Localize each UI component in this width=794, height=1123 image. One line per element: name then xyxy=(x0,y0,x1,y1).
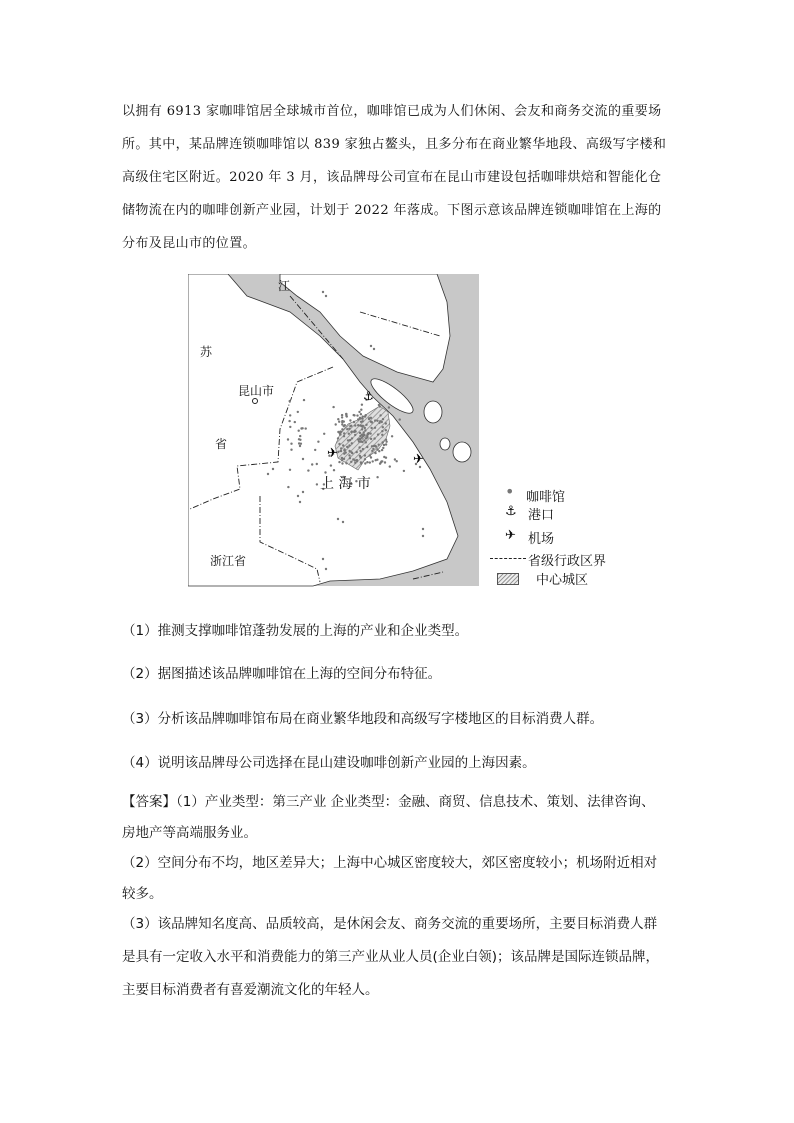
cafe-dot xyxy=(376,476,378,478)
cafe-dot xyxy=(375,459,377,461)
intro-line: 高级住宅区附近。2020 年 3 月，该品牌母公司宣布在昆山市建设包括咖啡烘焙和智能化仓 xyxy=(122,170,662,185)
cafe-dot xyxy=(299,435,301,437)
cafe-dot xyxy=(385,422,387,424)
cafe-dot xyxy=(348,428,350,430)
cafe-dot xyxy=(317,441,319,443)
cafe-dot xyxy=(349,425,351,427)
cafe-dot xyxy=(359,432,361,434)
cafe-dot xyxy=(311,463,313,465)
cafe-dot xyxy=(360,413,362,415)
cafe-dot xyxy=(364,462,366,464)
cafe-dot xyxy=(373,445,375,447)
cafe-dot xyxy=(300,427,302,429)
cafe-dot xyxy=(341,416,343,418)
cafe-dot xyxy=(378,450,380,452)
cafe-dot xyxy=(368,418,370,420)
cafe-dot xyxy=(305,427,307,429)
cafe-dot xyxy=(366,446,368,448)
cafe-dot xyxy=(299,445,301,447)
label-su: 苏 xyxy=(200,345,213,359)
cafe-dot xyxy=(403,470,405,472)
cafe-dot xyxy=(370,427,372,429)
cafe-dot xyxy=(353,414,355,416)
cafe-dot xyxy=(361,425,363,427)
cafe-dot xyxy=(348,444,350,446)
cafe-dot xyxy=(380,460,382,462)
cafe-dot xyxy=(358,446,360,448)
kunshan-marker xyxy=(253,399,258,404)
cafe-dot xyxy=(356,459,358,461)
cafe-dot xyxy=(316,483,318,485)
cafe-dot xyxy=(343,448,345,450)
label-shanghai: 上 海 市 xyxy=(320,476,371,492)
label-zhejiang: 浙江省 xyxy=(210,554,247,568)
cafe-dot xyxy=(370,456,372,458)
cafe-dot xyxy=(349,419,351,421)
cafe-dot xyxy=(394,458,396,460)
cafe-dot xyxy=(337,418,339,420)
intro-line: 分布及昆山市的位置。 xyxy=(122,236,257,251)
cafe-dot xyxy=(381,430,383,432)
cafe-dot xyxy=(361,437,363,439)
cafe-dot xyxy=(289,400,291,402)
cafe-dot xyxy=(369,461,371,463)
cafe-dot xyxy=(346,428,348,430)
cafe-dot xyxy=(324,471,326,473)
cafe-dot xyxy=(382,418,384,420)
cafe-dot xyxy=(381,449,383,451)
answer-line: 是具有一定收入水平和消费能力的第三产业从业人员(企业白领)；该品牌是国际连锁品牌， xyxy=(122,949,660,965)
cafe-dot xyxy=(372,448,374,450)
cafe-dot xyxy=(364,427,366,429)
cafe-dot xyxy=(385,429,387,431)
boundary-line-icon xyxy=(490,558,526,559)
intro-paragraph xyxy=(122,95,702,260)
cafe-dot xyxy=(374,419,376,421)
cafe-dot xyxy=(359,450,361,452)
cafe-dot xyxy=(385,457,387,459)
cafe-dot xyxy=(370,438,372,440)
cafe-dot xyxy=(370,345,372,347)
cafe-dot xyxy=(388,406,390,408)
cafe-dot xyxy=(365,441,367,443)
cafe-dot xyxy=(288,420,290,422)
cafe-dot xyxy=(290,443,292,445)
cafe-dot xyxy=(385,439,387,441)
cafe-dot xyxy=(357,424,359,426)
cafe-dot xyxy=(343,435,345,437)
cafe-dot xyxy=(359,417,361,419)
cafe-dot xyxy=(344,424,346,426)
legend-port: 港口 xyxy=(528,508,555,523)
cafe-dot xyxy=(297,411,299,413)
cafe-dot xyxy=(341,459,343,461)
cafe-dot xyxy=(347,439,349,441)
cafe-dot xyxy=(364,429,366,431)
island xyxy=(453,442,471,462)
cafe-dot xyxy=(389,465,391,467)
cafe-dot xyxy=(374,452,376,454)
cafe-dot xyxy=(341,423,343,425)
cafe-dot xyxy=(358,411,360,413)
answer-line: 较多。 xyxy=(122,886,163,902)
cafe-dot xyxy=(322,558,324,560)
airport-icon: ✈ xyxy=(505,528,516,543)
cafe-dot xyxy=(367,432,369,434)
cafe-dot xyxy=(341,457,343,459)
cafe-dot xyxy=(349,439,351,441)
cafe-dot xyxy=(343,458,345,460)
question-1: （1）推测支撑咖啡馆蓬勃发展的上海的产业和企业类型。 xyxy=(122,623,469,639)
cafe-dot xyxy=(354,462,356,464)
label-jiang: 江 xyxy=(278,279,291,293)
cafe-dot xyxy=(360,441,362,443)
port-anchor-icon: ⚓ xyxy=(505,504,517,519)
legend-boundary: 省级行政区界 xyxy=(528,554,607,569)
cafe-dot xyxy=(364,458,366,460)
cafe-dot xyxy=(362,420,364,422)
cafe-dot xyxy=(372,460,374,462)
cafe-dot xyxy=(314,449,316,451)
label-sheng: 省 xyxy=(215,437,228,451)
answer-line: （3）该品牌知名度高、品质较高，是休闲会友、商务交流的重要场所，主要目标消费人群 xyxy=(122,916,658,932)
cafe-dot xyxy=(338,443,340,445)
cafe-dot xyxy=(369,432,371,434)
cafe-dot xyxy=(287,486,289,488)
cafe-dot xyxy=(362,448,364,450)
intro-line: 所。其中，某品牌连锁咖啡馆以 839 家独占鳌头，且多分布在商业繁华地段、高级写字楼和 xyxy=(122,137,667,152)
cafe-dot xyxy=(381,421,383,423)
port-anchor-icon: ⚓ xyxy=(363,389,374,403)
cafe-dot xyxy=(272,468,274,470)
cafe-dot-icon: • xyxy=(505,482,515,501)
label-kunshan: 昆山市 xyxy=(238,384,275,398)
cafe-dot xyxy=(363,434,365,436)
cafe-dot xyxy=(297,495,299,497)
cafe-dot xyxy=(379,463,381,465)
cafe-dot xyxy=(366,461,368,463)
cafe-dot xyxy=(374,427,376,429)
cafe-dot xyxy=(379,405,381,407)
cafe-dot xyxy=(341,414,343,416)
cafe-dot xyxy=(289,414,291,416)
cafe-dot xyxy=(342,444,344,446)
cafe-dot xyxy=(363,431,365,433)
cafe-dot xyxy=(307,469,309,471)
cafe-dot xyxy=(373,348,375,350)
cafe-dot xyxy=(349,457,351,459)
legend-airport: 机场 xyxy=(528,532,555,547)
question-4: （4）说明该品牌母公司选择在昆山建设咖啡创新产业园的上海因素。 xyxy=(122,755,536,771)
cafe-dot xyxy=(354,424,356,426)
intro-line: 储物流在内的咖啡创新产业园，计划于 2022 年落成。下图示意该品牌连锁咖啡馆在上海的 xyxy=(122,203,662,218)
cafe-dot xyxy=(338,421,340,423)
cafe-dot xyxy=(339,430,341,432)
cafe-dot xyxy=(364,415,366,417)
cafe-dot xyxy=(338,461,340,463)
answer-line: 房地产等高端服务业。 xyxy=(122,825,257,841)
cafe-dot xyxy=(381,434,383,436)
cafe-dot xyxy=(376,448,378,450)
answer-line: 【答案】（1）产业类型：第三产业 企业类型：金融、商贸、信息技术、策划、法律咨询、 xyxy=(122,794,655,810)
cafe-dot xyxy=(351,437,353,439)
cafe-dot xyxy=(353,421,355,423)
shanghai-cafe-map xyxy=(188,274,480,587)
cafe-dot xyxy=(298,442,300,444)
cafe-dot xyxy=(382,441,384,443)
cafe-dot xyxy=(287,438,289,440)
cafe-dot xyxy=(323,433,325,435)
cafe-dot xyxy=(360,462,362,464)
legend-center: 中心城区 xyxy=(536,573,589,588)
cafe-dot xyxy=(396,460,398,462)
cafe-dot xyxy=(294,421,296,423)
cafe-dot xyxy=(362,415,364,417)
cafe-dot xyxy=(357,438,359,440)
cafe-dot xyxy=(340,447,342,449)
cafe-dot xyxy=(378,422,380,424)
cafe-dot xyxy=(330,464,332,466)
cafe-dot xyxy=(332,406,334,408)
cafe-dot xyxy=(343,432,345,434)
cafe-dot xyxy=(289,469,291,471)
cafe-dot xyxy=(366,436,368,438)
airport-icon: ✈ xyxy=(413,452,424,467)
cafe-dot xyxy=(341,428,343,430)
cafe-dot xyxy=(361,418,363,420)
cafe-dot xyxy=(267,473,269,475)
answer-block xyxy=(122,786,702,1007)
cafe-dot xyxy=(363,439,365,441)
cafe-dot xyxy=(299,501,301,503)
cafe-dot xyxy=(384,461,386,463)
cafe-dot xyxy=(364,454,366,456)
cafe-dot xyxy=(378,444,380,446)
cafe-dot xyxy=(343,420,345,422)
cafe-dot xyxy=(356,414,358,416)
cafe-dot xyxy=(376,420,378,422)
cafe-dot xyxy=(290,449,292,451)
cafe-dot xyxy=(333,469,335,471)
cafe-dot xyxy=(382,426,384,428)
cafe-dot xyxy=(335,423,337,425)
cafe-dot xyxy=(351,442,353,444)
cafe-dot xyxy=(302,458,304,460)
cafe-dot xyxy=(302,491,304,493)
legend-cafe: 咖啡馆 xyxy=(526,490,566,505)
cafe-dot xyxy=(289,426,291,428)
cafe-dot xyxy=(379,414,381,416)
cafe-dot xyxy=(340,450,342,452)
cafe-dot xyxy=(377,433,379,435)
cafe-dot xyxy=(383,444,385,446)
answer-line: 主要目标消费者有喜爱潮流文化的年轻人。 xyxy=(122,982,379,998)
cafe-dot xyxy=(385,443,387,445)
cafe-dot xyxy=(422,528,424,530)
cafe-dot xyxy=(325,568,327,570)
cafe-dot xyxy=(348,454,350,456)
cafe-dot xyxy=(350,461,352,463)
cafe-dot xyxy=(337,518,339,520)
cafe-dot xyxy=(365,424,367,426)
cafe-dot xyxy=(343,453,345,455)
hatch-swatch-icon xyxy=(497,573,519,585)
cafe-dot xyxy=(354,430,356,432)
cafe-dot xyxy=(422,535,424,537)
cafe-dot xyxy=(371,421,373,423)
cafe-dot xyxy=(354,434,356,436)
cafe-dot xyxy=(360,409,362,411)
cafe-dot xyxy=(345,413,347,415)
airport-icon: ✈ xyxy=(327,446,338,461)
cafe-dot xyxy=(361,404,363,406)
island xyxy=(440,438,450,450)
cafe-dot xyxy=(298,438,300,440)
cafe-dot xyxy=(346,446,348,448)
cafe-dot xyxy=(348,433,350,435)
cafe-dot xyxy=(337,437,339,439)
cafe-dot xyxy=(341,462,343,464)
cafe-dot xyxy=(316,463,318,465)
cafe-dot xyxy=(361,428,363,430)
island xyxy=(424,401,442,423)
answer-line: （2）空间分布不均，地区差异大；上海中心城区密度较大，郊区密度较小；机场附近相对 xyxy=(122,855,658,871)
cafe-dot xyxy=(325,295,327,297)
question-2: （2）据图描述该品牌咖啡馆在上海的空间分布特征。 xyxy=(122,666,442,682)
cafe-dot xyxy=(322,291,324,293)
cafe-dot xyxy=(342,521,344,523)
cafe-dot xyxy=(303,399,305,401)
cafe-dot xyxy=(382,447,384,449)
cafe-dot xyxy=(345,462,347,464)
cafe-dot xyxy=(298,430,300,432)
cafe-dot xyxy=(351,430,353,432)
cafe-dot xyxy=(369,454,371,456)
cafe-dot xyxy=(359,456,361,458)
cafe-dot xyxy=(373,437,375,439)
cafe-dot xyxy=(352,458,354,460)
cafe-dot xyxy=(399,418,401,420)
intro-line: 以拥有 6913 家咖啡馆居全球城市首位，咖啡馆已成为人们休闲、会友和商务交流的重要场 xyxy=(122,104,662,119)
cafe-dot xyxy=(356,451,358,453)
question-3: （3）分析该品牌咖啡馆布局在商业繁华地段和高级写字楼地区的目标消费人群。 xyxy=(122,711,604,727)
cafe-dot xyxy=(348,450,350,452)
cafe-dot xyxy=(391,435,393,437)
